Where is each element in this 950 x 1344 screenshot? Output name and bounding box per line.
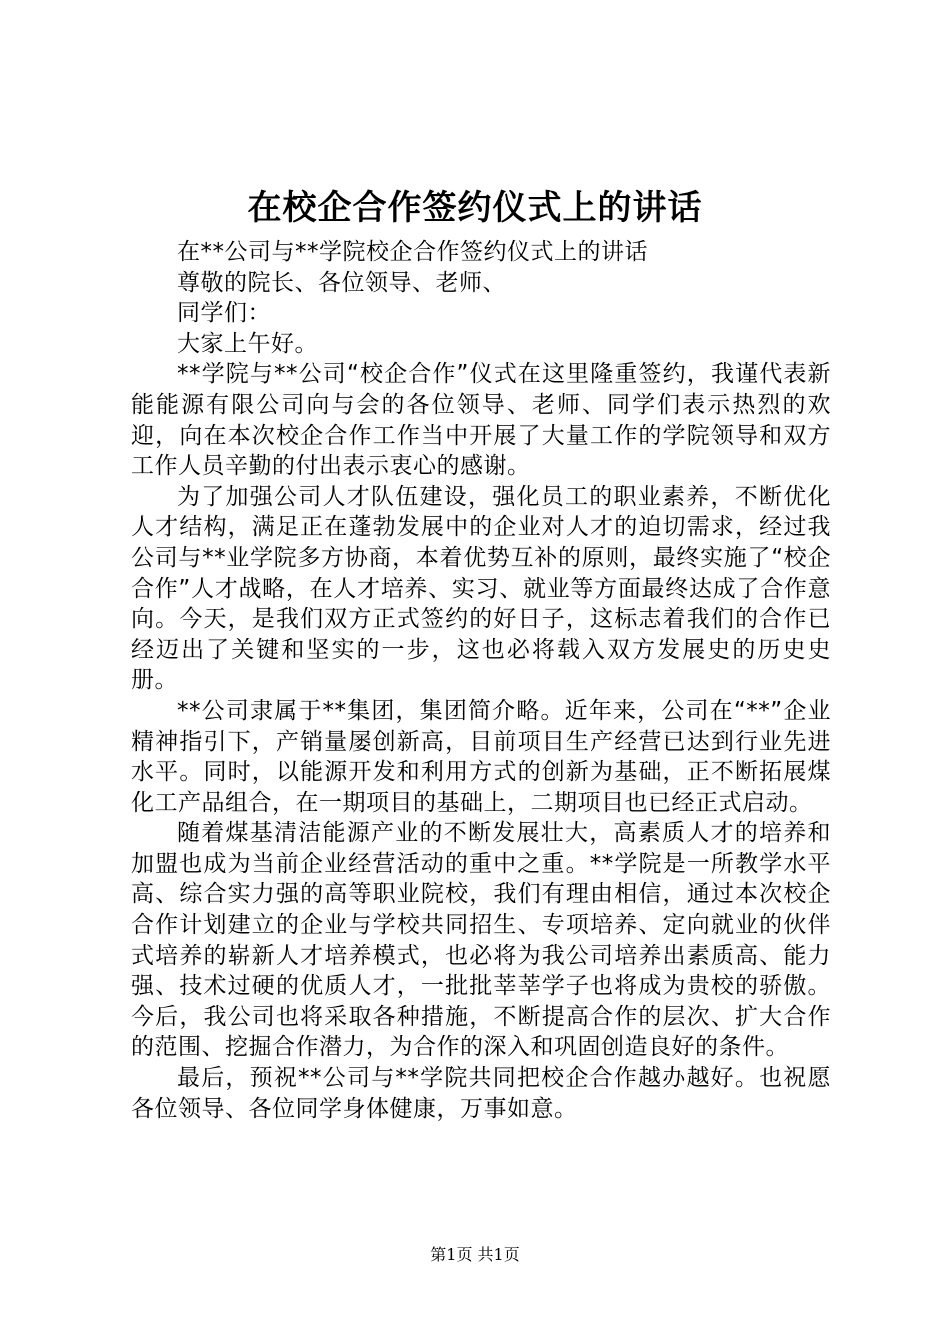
paragraph-closing: 最后，预祝**公司与**学院共同把校企合作越办越好。也祝愿各位领导、各位同学身体健康，万事如意。 — [131, 1065, 831, 1122]
document-body — [131, 237, 831, 1124]
document-title: 在校企合作签约仪式上的讲话 — [247, 188, 703, 228]
paragraph-salutation-cont: 同学们： — [177, 300, 271, 327]
paragraph-salutation: 尊敬的院长、各位领导、老师、 — [177, 269, 506, 296]
paragraph-talent: 随着煤基清洁能源产业的不断发展壮大，高素质人才的培养和加盟也成为当前企业经营活动的重中之重。**学院是一所教学水平高、综合实力强的高等职业院校，我们有理由相信，通过本次校企合作计划建立的企业与学校共同招生、专项培养、定向就业的伙伴式培养的崭新人才培养模式，也必将为我公司培养出素质高、能力强、技术过硬的优质人才，一批批莘莘学子也将成为贵校的骄傲。今后，我公司也将采取各种措施，不断提高合作的层次、扩大合作的范围、挖掘合作潜力，为合作的深入和巩固创造良好的条件。 — [131, 820, 831, 1061]
paragraph-greeting: 大家上午好。 — [177, 330, 318, 357]
paragraph-strategy: 为了加强公司人才队伍建设，强化员工的职业素养，不断优化人才结构，满足正在蓬勃发展中的企业对人才的迫切需求，经过我公司与**业学院多方协商，本着优势互补的原则，最终实施了“校企合作”人才战略，在人才培养、实习、就业等方面最终达成了合作意向。今天，是我们双方正式签约的好日子，这标志着我们的合作已经迈出了关键和坚实的一步，这也必将载入双方发展史的历史史册。 — [131, 483, 831, 694]
paragraph-welcome: **学院与**公司“校企合作”仪式在这里隆重签约，我谨代表新能能源有限公司向与会的各位领导、老师、同学们表示热烈的欢迎，向在本次校企合作工作当中开展了大量工作的学院领导和双方工作人员辛勤的付出表示衷心的感谢。 — [131, 361, 831, 480]
paragraph-company-intro: **公司隶属于**集团，集团简介略。近年来，公司在“**”企业精神指引下，产销量屡创新高，目前项目生产经营已达到行业先进水平。同时，以能源开发和利用方式的创新为基础，正不断拓展煤化工产品组合，在一期项目的基础上，二期项目也已经正式启动。 — [131, 697, 831, 816]
page-number-footer: 第1页 共1页 — [430, 1245, 520, 1264]
paragraph-subtitle: 在**公司与**学院校企合作签约仪式上的讲话 — [177, 239, 648, 265]
